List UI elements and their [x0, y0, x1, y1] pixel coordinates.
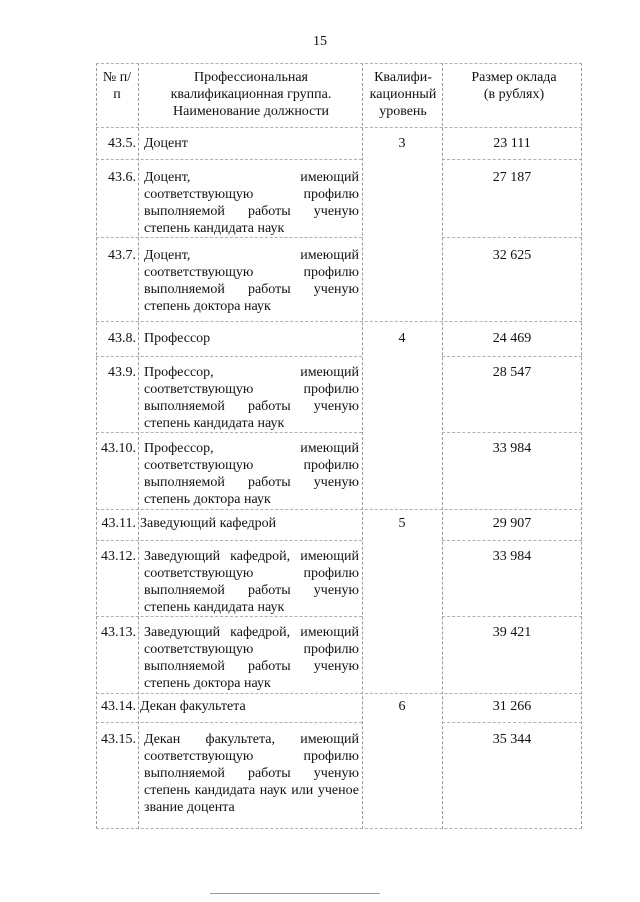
- row-name: Профессор: [144, 331, 211, 346]
- row-salary: 35 344: [492, 732, 532, 747]
- header-salary: Размер оклада (в рублях): [471, 70, 557, 102]
- row-salary: 31 266: [492, 699, 532, 714]
- row-salary: 29 907: [492, 516, 532, 531]
- salary-table: [96, 63, 582, 829]
- row-divider: [442, 540, 582, 541]
- row-num: 43.6.: [108, 170, 136, 185]
- row-divider: [442, 432, 582, 433]
- row-num: 43.10.: [101, 441, 136, 456]
- header-level: Квалифи-кационный уровень: [369, 70, 437, 119]
- row-divider: [96, 693, 582, 694]
- row-divider: [96, 63, 582, 64]
- row-name: Декан факультета: [140, 699, 246, 714]
- row-name: Доцент, имеющий соответствующую профилю выполняемой работы ученую степень кандидата наук: [144, 170, 359, 236]
- row-salary: 24 469: [492, 331, 532, 346]
- row-divider: [96, 159, 362, 160]
- row-name: Профессор, имеющий соответствующую профилю выполняемой работы ученую степень доктора наук: [144, 441, 359, 507]
- row-divider: [96, 828, 582, 829]
- row-salary: 28 547: [492, 365, 532, 380]
- row-divider: [96, 237, 362, 238]
- row-num: 43.7.: [108, 248, 136, 263]
- row-level: 4: [398, 331, 406, 346]
- page-number: 15: [313, 34, 327, 49]
- row-name: Доцент: [144, 136, 188, 151]
- row-divider: [442, 722, 582, 723]
- row-num: 43.5.: [108, 136, 136, 151]
- row-name: Заведующий кафедрой: [140, 516, 277, 531]
- row-num: 43.8.: [108, 331, 136, 346]
- row-divider: [96, 509, 582, 510]
- row-salary: 27 187: [492, 170, 532, 185]
- row-divider: [442, 616, 582, 617]
- header-name: Профессиональная квалификационная группа. Наименование должности: [170, 70, 332, 119]
- row-divider: [96, 127, 582, 128]
- scan-edge-line: [210, 893, 380, 894]
- row-num: 43.15.: [101, 732, 136, 747]
- row-divider: [96, 321, 582, 322]
- row-divider: [442, 356, 582, 357]
- row-salary: 39 421: [492, 625, 532, 640]
- row-level: 3: [398, 136, 406, 151]
- row-name: Доцент, имеющий соответствующую профилю выполняемой работы ученую степень доктора наук: [144, 248, 359, 314]
- row-salary: 23 111: [493, 136, 531, 151]
- row-level: 6: [398, 699, 406, 714]
- row-num: 43.12.: [101, 549, 136, 564]
- row-name: Декан факультета, имеющий соответствующую профилю выполняемой работы ученую степень кандидата наук или ученое звание доцента: [144, 732, 359, 815]
- row-name: Заведующий кафедрой, имеющий соответствующую профилю выполняемой работы ученую степень доктора наук: [144, 625, 359, 691]
- row-divider: [96, 356, 362, 357]
- row-name: Профессор, имеющий соответствующую профилю выполняемой работы ученую степень кандидата наук: [144, 365, 359, 431]
- row-divider: [442, 237, 582, 238]
- row-divider: [96, 432, 362, 433]
- row-divider: [96, 540, 362, 541]
- row-num: 43.13.: [101, 625, 136, 640]
- row-num: 43.11.: [101, 516, 136, 531]
- col-divider: [138, 63, 139, 829]
- row-num: 43.14.: [101, 699, 136, 714]
- row-divider: [96, 616, 362, 617]
- row-num: 43.9.: [108, 365, 136, 380]
- row-salary: 33 984: [492, 549, 532, 564]
- row-salary: 32 625: [492, 248, 532, 263]
- row-level: 5: [398, 516, 406, 531]
- header-num: № п/п: [102, 70, 132, 102]
- row-name: Заведующий кафедрой, имеющий соответствующую профилю выполняемой работы ученую степень кандидата наук: [144, 549, 359, 615]
- row-divider: [96, 722, 362, 723]
- row-salary: 33 984: [492, 441, 532, 456]
- row-divider: [442, 159, 582, 160]
